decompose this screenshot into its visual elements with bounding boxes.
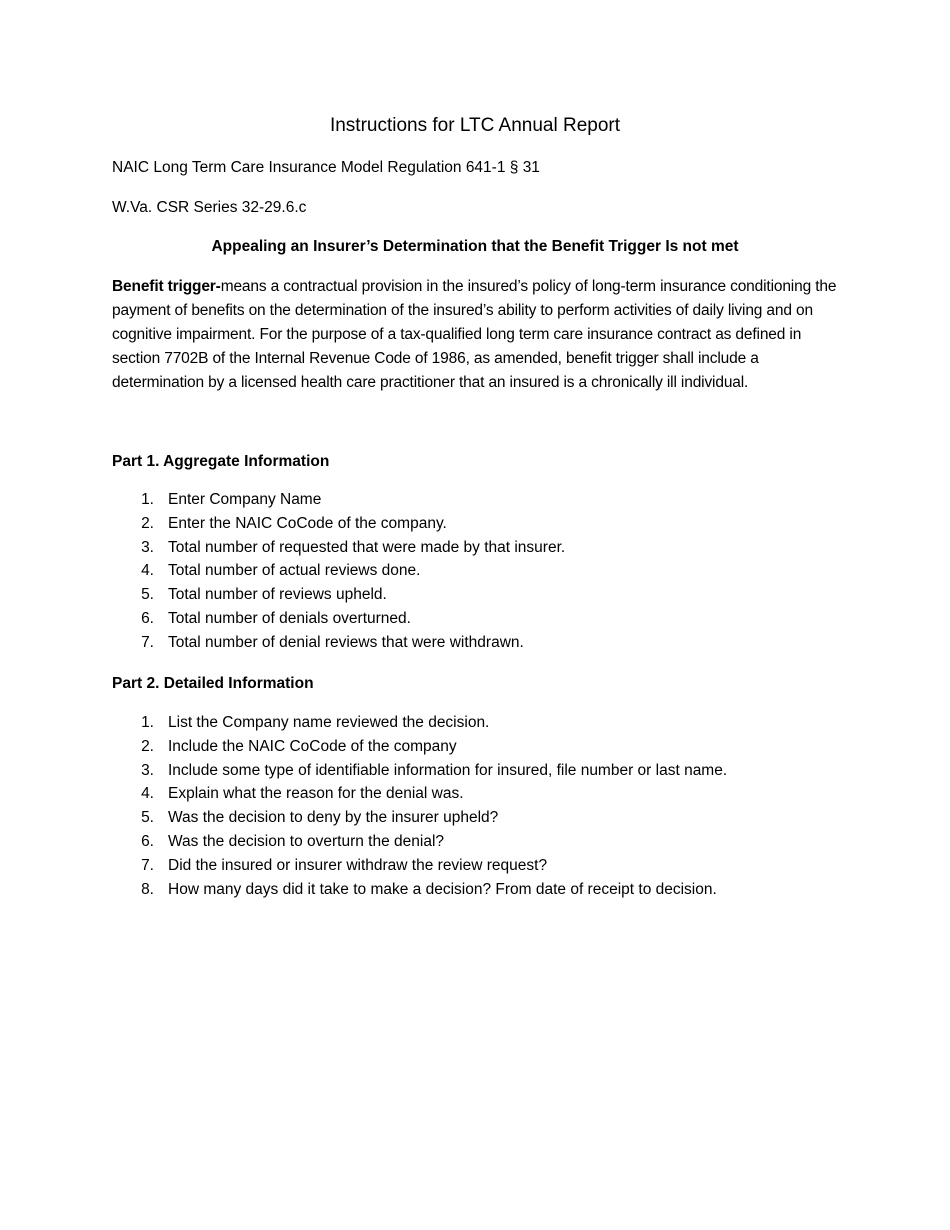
csr-reference: W.Va. CSR Series 32-29.6.c — [112, 199, 307, 216]
list-number: 4. — [141, 562, 154, 580]
list-number: 7. — [141, 856, 154, 874]
list-number: 7. — [141, 633, 154, 651]
definition-term: Benefit trigger- — [112, 278, 221, 295]
list-number: 5. — [141, 586, 154, 604]
list-text: Enter Company Name — [168, 491, 322, 508]
list-number: 1. — [141, 491, 154, 508]
list-text: Enter the NAIC CoCode of the company. — [168, 514, 447, 532]
list-text: Was the decision to deny by the insurer upheld? — [168, 809, 499, 827]
list-number: 3. — [141, 761, 154, 779]
benefit-trigger-definition — [112, 275, 842, 395]
document-title: Instructions for LTC Annual Report — [329, 115, 621, 136]
section-subheading: Appealing an Insurer’s Determination that the Benefit Trigger Is not met — [211, 238, 739, 255]
list-number: 1. — [141, 714, 154, 731]
definition-text: means a contractual provision in the insured’s policy of long-term insurance conditioning the payment of benefits on the determination of the insured’s ability to perform activities of daily living and on cognitive impairment. For the purpose of a tax-qualified long term care insurance contract as defined in section 7702B of the Internal Revenue Code of 1986, as amended, benefit trigger shall include a determination by a licensed health care practitioner that an insured is a chronically ill individual. — [112, 278, 837, 391]
list-text: Explain what the reason for the denial was. — [168, 785, 464, 803]
list-number: 8. — [141, 880, 154, 898]
list-number: 6. — [141, 832, 154, 850]
part1-heading: Part 1. Aggregate Information — [112, 453, 330, 470]
list-number: 6. — [141, 609, 154, 627]
list-text: Did the insured or insurer withdraw the review request? — [168, 856, 548, 874]
list-number: 4. — [141, 785, 154, 803]
list-text: Include the NAIC CoCode of the company — [168, 737, 457, 755]
list-number: 3. — [141, 538, 154, 556]
part2-heading: Part 2. Detailed Information — [112, 675, 314, 692]
list-text: List the Company name reviewed the decision. — [168, 714, 490, 731]
list-text: Include some type of identifiable information for insured, file number or last name. — [168, 761, 728, 779]
list-text: How many days did it take to make a decision? From date of receipt to decision. — [168, 880, 717, 898]
list-number: 5. — [141, 809, 154, 827]
list-text: Total number of requested that were made by that insurer. — [168, 538, 566, 556]
list-text: Total number of actual reviews done. — [168, 562, 421, 580]
regulation-reference: NAIC Long Term Care Insurance Model Regulation 641-1 § 31 — [112, 159, 540, 176]
list-number: 2. — [141, 514, 154, 532]
list-text: Total number of reviews upheld. — [168, 586, 387, 604]
list-text: Total number of denials overturned. — [168, 609, 411, 627]
list-number: 2. — [141, 737, 154, 755]
list-text: Was the decision to overturn the denial? — [168, 832, 445, 850]
list-text: Total number of denial reviews that were withdrawn. — [168, 633, 524, 651]
